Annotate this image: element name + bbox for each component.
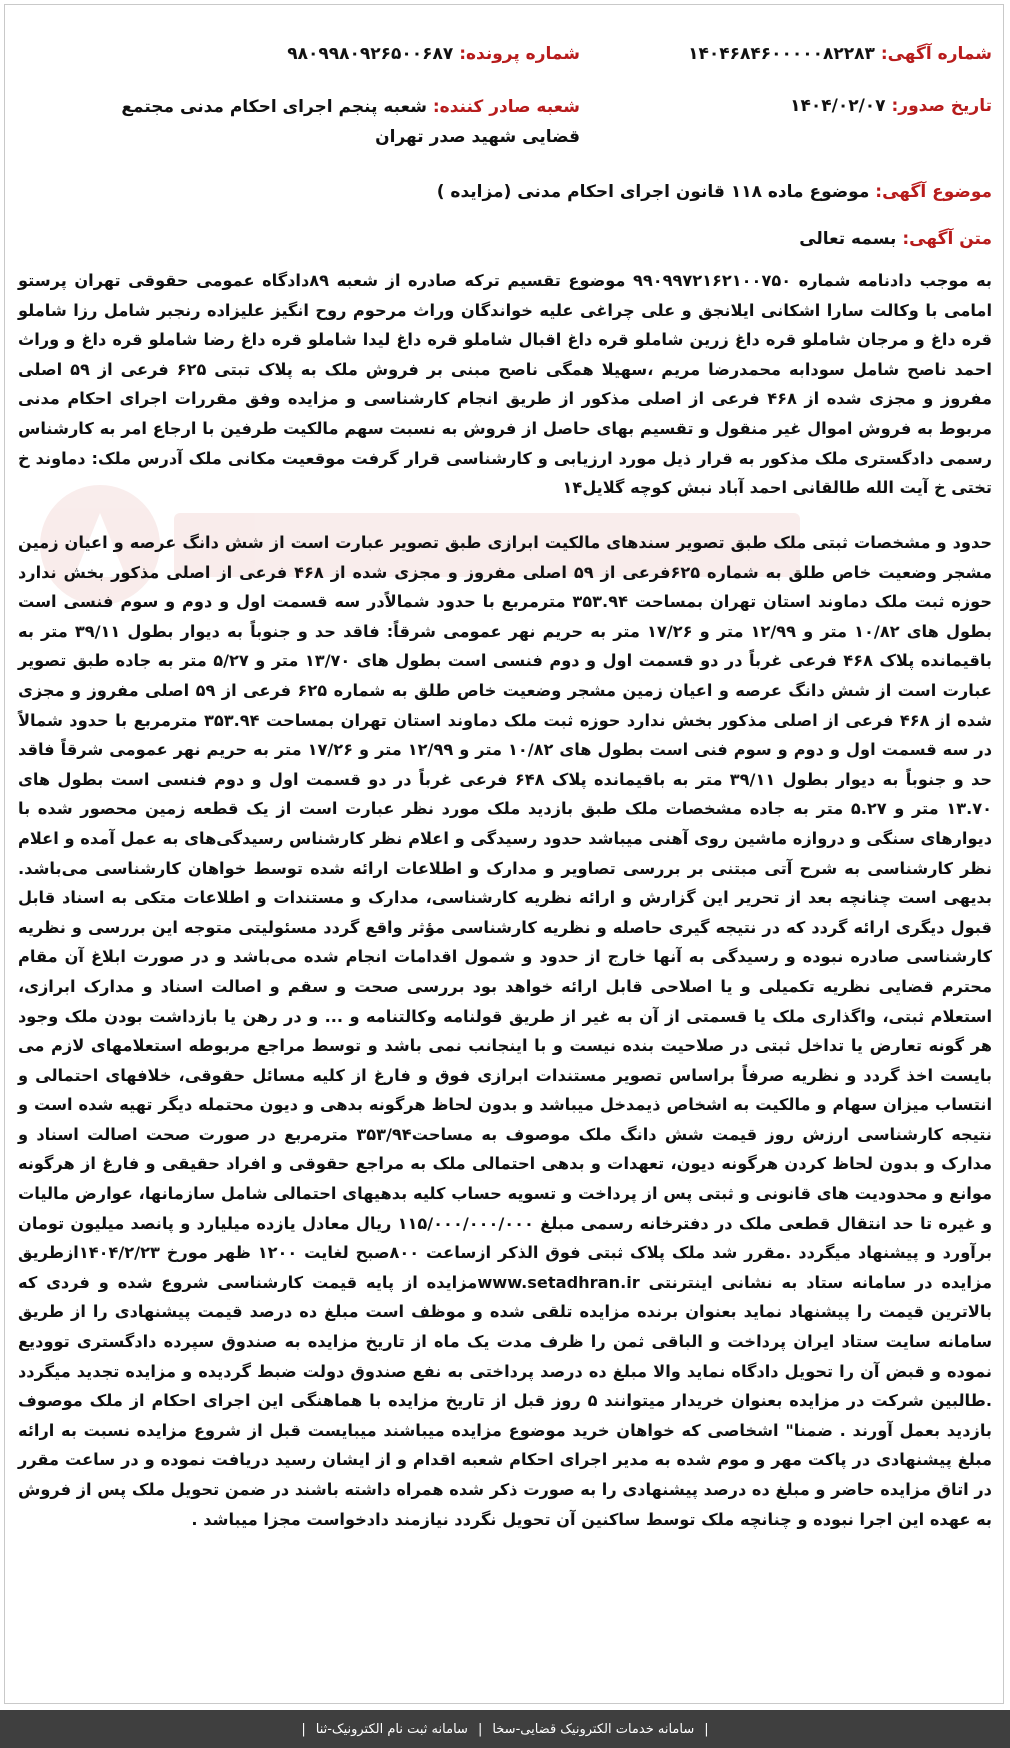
file-number-value: ۹۸۰۹۹۸۰۹۲۶۵۰۰۶۸۷ (287, 44, 454, 64)
issue-date-label: تاریخ صدور: (891, 96, 992, 116)
footer-separator: | (301, 1721, 306, 1737)
issue-date (790, 96, 992, 116)
notice-subject-value: موضوع ماده ۱۱۸ قانون اجرای احکام مدنی (مزایده ) (436, 182, 870, 202)
ad-number-value: ۱۴۰۴۶۸۴۶۰۰۰۰۰۸۲۲۸۳ (688, 44, 875, 64)
notice-text-heading (799, 229, 992, 249)
file-number (287, 44, 580, 64)
notice-opening: بسمه تعالی (799, 229, 897, 249)
notice-subject (437, 182, 992, 202)
ad-number-label: شماره آگهی: (880, 44, 992, 64)
notice-text-label: متن آگهی: (902, 229, 992, 249)
notice-paragraph-1: به موجب دادنامه شماره ۹۹۰۹۹۷۲۱۶۲۱۰۰۷۵۰ موضوع تقسیم ترکه صادره از شعبه ۸۹دادگاه عمومی حقوقی تهران پرستو امامی با وکالت سارا اشکانی ایلانجق و علی چراغی علیه خواندگان وراث مرحوم روح انگیز علیزاده رنجبر شامل رزا شاملو قره داغ و مرجان شاملو قره داغ زرین شاملو قره داغ اقبال شاملو قره داغ لیدا شاملو قره داغ رضا شاملو قره داغ و وراث احمد ناصح شامل سودابه محمدرضا مریم ،سهیلا همگی ناصح مبنی بر فروش ملک به پلاک تبتی ۶۲۵ فرعی از ۵۹ اصلی مفروز و مجزی شده از ۴۶۸ فرعی از اصلی مذکور از طریق انجام کارشناسی و مزایده وفق مقررات اجرای احکام مدنی مربوط به فروش اموال غیر منقول و تقسیم بهای حاصل از فروش به نسبت سهم مالکیت طرفین با ارجاع امر به کارشناس رسمی دادگستری ملک مذکور به قرار ذیل مورد ارزیابی و کارشناسی قرار گرفت موقعیت مکانی ملک آدرس ملک: دماوند خ تختی خ آیت الله طالقانی احمد آباد نبش کوچه گلایل۱۴ (18, 271, 992, 498)
file-number-label: شماره پرونده: (459, 44, 580, 64)
ad-number (688, 44, 992, 64)
issuing-branch-value: شعبه پنجم اجرای احکام مدنی مجتمع قضایی شهید صدر تهران (121, 97, 580, 147)
issuing-branch (60, 92, 580, 152)
footer-separator: | (477, 1721, 483, 1737)
issue-date-value: ۱۴۰۴/۰۲/۰۷ (790, 96, 886, 116)
footer-separator: | (704, 1721, 709, 1737)
footer-link-sakha[interactable]: سامانه خدمات الکترونیک قضایی-سخا (492, 1721, 695, 1737)
footer-link-sana[interactable]: سامانه ثبت نام الکترونیک-ثنا (315, 1721, 468, 1737)
issuing-branch-label: شعبه صادر کننده: (432, 97, 580, 117)
notice-subject-label: موضوع آگهی: (875, 182, 992, 202)
notice-paragraph-2: حدود و مشخصات ثبتی ملک طبق تصویر سندهای مالکیت ابرازی طبق تصویر عبارت است از شش دانگ عرصه و اعیان زمین مشجر وضعیت خاص طلق به شماره ۶۲۵فرعی از ۵۹ اصلی مفروز و مجزی شده از ۴۶۸ فرعی از اصلی مذکور بخش ندارد حوزه ثبت ملک دماوند استان تهران بمساحت ۳۵۳.۹۴ مترمربع با حدود شمالاًدر سه قسمت اول و دوم و سوم فنسی است بطول های ۱۰/۸۲ متر و ۱۲/۹۹ متر و ۱۷/۲۶ متر به حریم نهر عمومی شرقاً: فاقد حد و جنوباً به دیوار بطول ۳۹/۱۱ متر به باقیمانده پلاک ۴۶۸ فرعی غرباً در دو قسمت اول و دوم فنسی است بطول های ۱۳/۷۰ متر و ۵/۲۷ متر به جاده طبق تصویر عبارت است از شش دانگ عرصه و اعیان زمین مشجر وضعیت خاص طلق به شماره ۶۲۵ فرعی از ۵۹ اصلی مفروز و مجزی شده از ۴۶۸ فرعی از اصلی مذکور بخش ندارد حوزه ثبت ملک دماوند استان تهران بمساحت ۳۵۳.۹۴ مترمربع با حدود شمالاً در سه قسمت اول و دوم و سوم فنی است بطول های ۱۰/۸۲ متر و ۱۲/۹۹ متر و ۱۷/۲۶ متر به حریم نهر عمومی شرقاً فاقد حد و جنوباً به دیوار بطول ۳۹/۱۱ متر به باقیمانده پلاک ۶۴۸ فرعی غرباً در دو قسمت اول و دوم فنسی است بطول های ۱۳.۷۰ متر و ۵.۲۷ متر به جاده مشخصات ملک طبق بازدید ملک مورد نظر عبارت است از یک قطعه زمین محصور شده با دیوارهای سنگی و دروازه ماشین روی آهنی میباشد حدود رسیدگی و اعلام نظر کارشناس رسیدگی‌های به عمل آمده و اعلام نظر کارشناسی به شرح آتی مبتنی بر بررسی تصاویر و مدارک و اطلاعات ارائه شده توسط خواهان کارشناسی می‌باشد. بدیهی است چنانچه بعد از تحریر این گزارش و ارائه نظریه کارشناسی، مدارک و مستندات و اطلاعات متکی به اسناد قابل قبول دیگری ارائه گردد که در نتیجه گیری حاصله و نظریه کارشناسی مؤثر واقع گردد مسئولیتی متوجه این بررسی و نظریه کارشناسی صادره نبوده و رسیدگی به آنها خارج از حدود و شمول اقدامات انجام شده می‌باشد و در صورت ابلاغ آن مقام محترم قضایی نظریه تکمیلی و یا اصلاحی قابل ارائه خواهد بود بررسی صحت و سقم و اصالت اسناد و مدارک ابرازی، استعلام ثبتی، واگذاری ملک یا قسمتی از آن به غیر از طریق قولنامه وکالتنامه و ... و در رهن یا بازداشت بودن ملک وجود هر گونه تعارض یا تداخل ثبتی در صلاحیت بنده نیست و با اینجانب نمی باشد و توسط مراجع مربوطه استعلامهای لازم می بایست اخذ گردد و نظریه صرفاً براساس تصویر مستندات ابرازی فوق و فارغ از کلیه مسائل حقوقی، خلافهای احتمالی و انتساب میزان سهام و مالکیت به اشخاص ذیمدخل میباشد و بدون لحاظ هرگونه بدهی و دیون محتمله دیگر تهیه شده است و نتیجه کارشناسی ارزش روز قیمت شش دانگ ملک موصوف به مساحت۳۵۳/۹۴ مترمربع در صورت صحت اصالت اسناد و مدارک و بدون لحاظ کردن هرگونه دیون، تعهدات و بدهی احتمالی ملک به مراجع حقوقی و افراد حقیقی و فارغ از هرگونه موانع و محدودیت های قانونی و ثبتی پس از پرداخت و تسویه حساب کلیه بدهیهای احتمالی شامل سازمانها، عوارض مالیات و غیره تا حد انتقال قطعی ملک در دفترخانه رسمی مبلغ ۱۱۵/۰۰۰/۰۰۰/۰۰۰ ریال معادل یازده میلیارد و پانصد میلیون تومان برآورد و پیشنهاد میگردد .مقرر شد ملک پلاک ثبتی فوق الذکر ازساعت ۸۰۰صبح لغایت ۱۲۰۰ ظهر مورخ ۱۴۰۴/۲/۲۳ازطریق مزایده در سامانه ستاد به نشانی اینترنتی www.setadhran.irمزایده از پایه قیمت کارشناسی شروع شده و فردی که بالاترین قیمت را پیشنهاد نماید بعنوان برنده مزایده تلقی شده و موظف است مبلغ ده درصد قیمت پیشنهادی را از طریق سامانه سایت ستاد ایران پرداخت و الباقی ثمن را ظرف مدت یک ماه از تاریخ مزایده به صندوق سپرده دادگستری توودیع نموده و قبض آن را تحویل دادگاه نماید والا مبلغ ده درصد پرداختی به نفع صندوق دولت ضبط گردیده و مزایده تجدید میگردد .طالبین شرکت در مزایده بعنوان خریدار میتوانند ۵ روز قبل از تاریخ مزایده با هماهنگی این اجرای احکام از ملک موصوف بازدید بعمل آورند . ضمنا" اشخاصی که خواهان خرید موضوع مزایده میباشند میبایست قبل از شروع مزایده نسبت به ارائه مبلغ پیشنهادی در پاکت مهر و موم شده به مدیر اجرای احکام شعبه اقدام و از ایشان رسید دریافت نموده و در ساعت مقرر در اتاق مزایده حاضر و مبلغ ده درصد پیشنهادی را به صورت ذکر شده همراه داشته باشند در ضمن تحویل ملک پس از فروش به عهده این اجرا نبوده و چنانچه ملک توسط ساکنین آن تحویل نگردد نیازمند دادخواست مجزا میباشد . (18, 533, 993, 1529)
footer-bar (0, 1710, 1010, 1748)
